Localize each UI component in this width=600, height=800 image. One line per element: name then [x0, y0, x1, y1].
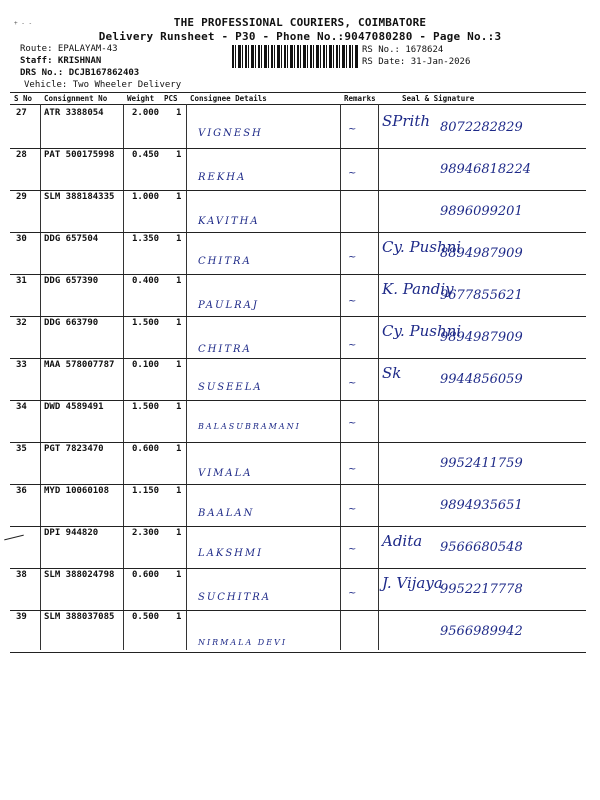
row-remark-mark: ~ — [348, 464, 357, 475]
row-signature: Adita — [382, 532, 423, 550]
row-weight: 0.450 — [132, 150, 160, 160]
row-consignment-no: DWD 4589491 — [44, 402, 104, 412]
row-pcs: 1 — [176, 444, 182, 454]
staff-label: Staff: KRISHNAN — [20, 56, 102, 66]
row-sno: 30 — [16, 234, 27, 244]
row-pcs: 1 — [176, 486, 182, 496]
row-consignment-no: SLM 388184335 — [44, 192, 115, 202]
col-header-weight: Weight — [127, 94, 155, 103]
row-consignee-name: NIRMALA DEVI — [198, 638, 287, 647]
crop-mark: + - - — [14, 20, 33, 27]
barcode — [232, 45, 358, 68]
table-row — [10, 400, 586, 442]
row-consignment-no: ATR 3388054 — [44, 108, 104, 118]
row-divider — [10, 652, 586, 653]
row-sno: 38 — [16, 570, 27, 580]
col-header-seal: Seal & Signature — [402, 94, 475, 103]
company-title: THE PROFESSIONAL COURIERS, COIMBATORE — [173, 16, 427, 29]
row-pcs: 1 — [176, 108, 182, 118]
table-row — [10, 106, 586, 148]
row-signature: K. Pandiy — [382, 280, 454, 298]
row-remark-mark: ~ — [348, 296, 357, 307]
row-signature: J. Vijaya — [382, 574, 443, 592]
row-phone-number: 9952217778 — [440, 582, 523, 597]
row-remark-mark: ~ — [348, 168, 357, 179]
col-header-remarks: Remarks — [344, 94, 376, 103]
table-row — [10, 274, 586, 316]
row-consignment-no: DDG 663790 — [44, 318, 99, 328]
table-row — [10, 316, 586, 358]
row-weight: 0.500 — [132, 612, 160, 622]
row-pcs: 1 — [176, 612, 182, 622]
row-consignee-name: VIMALA — [198, 468, 253, 479]
row-pcs: 1 — [176, 570, 182, 580]
col-header-consignment: Consignment No — [44, 94, 108, 103]
col-header-consignee: Consignee Details — [190, 94, 267, 103]
row-remark-mark: ~ — [348, 544, 357, 555]
row-pcs: 1 — [176, 150, 182, 160]
table-top-line — [10, 92, 586, 93]
row-weight: 0.400 — [132, 276, 160, 286]
row-sno: 31 — [16, 276, 27, 286]
row-consignee-name: VIGNESH — [198, 128, 263, 139]
row-weight: 1.500 — [132, 318, 160, 328]
row-weight: 1.000 — [132, 192, 160, 202]
row-consignment-no: PAT 500175998 — [44, 150, 115, 160]
row-consignment-no: DDG 657390 — [44, 276, 99, 286]
rs-date: RS Date: 31-Jan-2026 — [362, 57, 471, 67]
table-row — [10, 484, 586, 526]
row-signature: SPrith — [382, 112, 431, 130]
row-consignee-name: CHITRA — [198, 344, 252, 355]
runsheet-subtitle: Delivery Runsheet - P30 - Phone No.:9047080280 - Page No.:3 — [98, 30, 502, 43]
rs-number: RS No.: 1678624 — [362, 45, 444, 55]
row-consignee-name: CHITRA — [198, 256, 252, 267]
row-sno: 34 — [16, 402, 27, 412]
row-phone-number: 9566680548 — [440, 540, 523, 555]
row-consignee-name: BAALAN — [198, 508, 255, 519]
row-weight: 2.000 — [132, 108, 160, 118]
row-weight: 0.600 — [132, 444, 160, 454]
row-weight: 1.350 — [132, 234, 160, 244]
row-weight: 0.600 — [132, 570, 160, 580]
table-row — [10, 232, 586, 274]
row-pcs: 1 — [176, 192, 182, 202]
row-sno: 36 — [16, 486, 27, 496]
row-weight: 1.500 — [132, 402, 160, 412]
row-pcs: 1 — [176, 528, 182, 538]
row-sno: 28 — [16, 150, 27, 160]
table-row — [10, 190, 586, 232]
route-label: Route: EPALAYAM-43 — [20, 44, 118, 54]
row-signature: Cy. Pushni — [382, 322, 462, 340]
row-remark-mark: ~ — [348, 504, 357, 515]
row-pcs: 1 — [176, 360, 182, 370]
row-sno: 33 — [16, 360, 27, 370]
row-phone-number: 8894987909 — [440, 246, 523, 261]
row-remark-mark: ~ — [348, 418, 357, 429]
row-phone-number: 9896099201 — [440, 204, 523, 219]
table-row — [10, 442, 586, 484]
row-pcs: 1 — [176, 318, 182, 328]
row-consignee-name: BALASUBRAMANI — [198, 422, 301, 431]
row-signature: Sk — [382, 364, 402, 382]
row-phone-number: 9677855621 — [440, 288, 523, 303]
table-row — [10, 358, 586, 400]
row-phone-number: 9944856059 — [440, 372, 523, 387]
row-phone-number: 9566989942 — [440, 624, 523, 639]
row-remark-mark: ~ — [348, 340, 357, 351]
row-consignment-no: MAA 578007787 — [44, 360, 115, 370]
row-remark-mark: ~ — [348, 378, 357, 389]
row-remark-mark: ~ — [348, 124, 357, 135]
row-pcs: 1 — [176, 402, 182, 412]
row-consignment-no: DPI 944820 — [44, 528, 99, 538]
row-phone-number: 9952411759 — [440, 456, 523, 471]
row-consignee-name: REKHA — [198, 172, 247, 183]
row-pcs: 1 — [176, 234, 182, 244]
row-consignee-name: SUSEELA — [198, 382, 263, 393]
row-consignment-no: MYD 10060108 — [44, 486, 110, 496]
row-remark-mark: ~ — [348, 588, 357, 599]
row-consignment-no: SLM 388024798 — [44, 570, 115, 580]
row-consignment-no: SLM 388037085 — [44, 612, 115, 622]
row-consignee-name: SUCHITRA — [198, 592, 272, 603]
drs-label: DRS No.: DCJB167862403 — [20, 68, 140, 78]
vehicle-label: Vehicle: Two Wheeler Delivery — [24, 80, 182, 90]
row-remark-mark: ~ — [348, 252, 357, 263]
table-row — [10, 610, 586, 652]
row-sno: 39 — [16, 612, 27, 622]
row-weight: 1.150 — [132, 486, 160, 496]
row-consignee-name: PAULRAJ — [198, 300, 259, 311]
row-sno: 35 — [16, 444, 27, 454]
row-weight: 2.300 — [132, 528, 160, 538]
col-header-pcs: PCS — [164, 94, 178, 103]
row-phone-number: 98946818224 — [440, 162, 531, 177]
table-row — [10, 526, 586, 568]
row-signature: Cy. Pushni — [382, 238, 462, 256]
row-phone-number: 9894987909 — [440, 330, 523, 345]
row-phone-number: 8072282829 — [440, 120, 523, 135]
table-header-line — [10, 104, 586, 105]
row-sno: 29 — [16, 192, 27, 202]
row-consignee-name: LAKSHMI — [198, 548, 264, 559]
row-sno: 32 — [16, 318, 27, 328]
table-row — [10, 568, 586, 610]
row-consignment-no: PGT 7823470 — [44, 444, 104, 454]
row-weight: 0.100 — [132, 360, 160, 370]
row-pcs: 1 — [176, 276, 182, 286]
row-consignee-name: KAVITHA — [198, 216, 260, 227]
row-phone-number: 9894935651 — [440, 498, 523, 513]
row-sno: 27 — [16, 108, 27, 118]
table-row — [10, 148, 586, 190]
col-header-sno: S No — [14, 94, 33, 103]
row-consignment-no: DDG 657504 — [44, 234, 99, 244]
